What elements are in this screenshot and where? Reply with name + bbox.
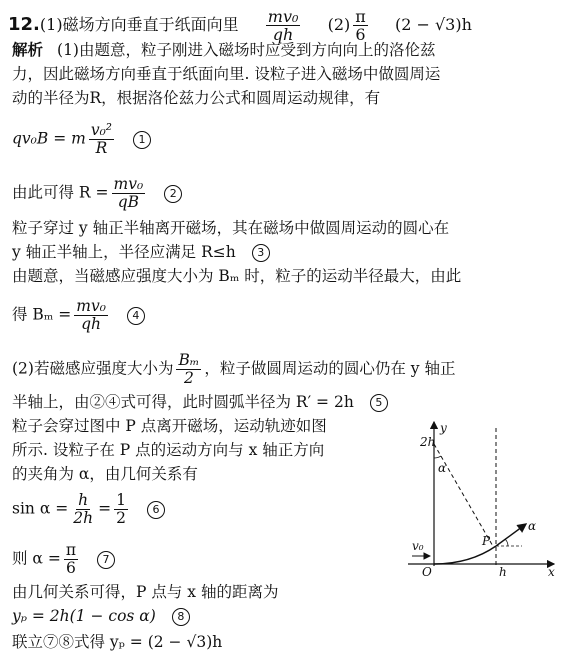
analysis-text-17: 由几何关系可得，P 点与 x 轴的距离为 (12, 583, 279, 601)
equation-2 (12, 176, 184, 211)
analysis-text-1: (1)由题意，粒子刚进入磁场时应受到方向向上的洛伦兹 (57, 41, 436, 59)
part1-fraction: $\frac{\text{mv₀}}{qh}$ (267, 7, 299, 44)
equation-4 (12, 298, 147, 333)
final-result: 联立⑦⑧式得 yₚ = (2 − √3)h (12, 633, 223, 651)
label-y: y (440, 421, 447, 435)
eq4-lhs: 得 Bₘ = (12, 305, 72, 324)
eq-mark-8: 8 (172, 608, 190, 626)
angle-arc-top (434, 456, 441, 458)
label-x: x (548, 565, 555, 578)
line-analysis (12, 40, 435, 60)
eq-mark-2: 2 (164, 185, 182, 203)
answer-header (8, 8, 472, 43)
trajectory-arc (434, 546, 496, 564)
label-alpha-top: α (438, 461, 447, 475)
part2-fraction: $\frac{\pi}{6}$ (355, 7, 366, 44)
analysis-heading: 解析 (12, 41, 44, 59)
analysis-text-13: 所示. 设粒子在 P 点的运动方向与 x 轴正方向 (12, 441, 325, 459)
velocity-arrow (496, 524, 526, 546)
eq2-lhs: 由此可得 R = (12, 183, 109, 202)
eq6-fraction-2: $\frac{1}{2}$ (116, 491, 126, 527)
eq-mark-7: 7 (97, 551, 115, 569)
analysis-text-12: 粒子会穿过图中 P 点离开磁场，运动轨迹如图 (12, 417, 327, 435)
part2-label: (2) (327, 15, 351, 34)
eq-mark-6: 6 (147, 501, 165, 519)
eq-mark-3: 3 (252, 244, 270, 262)
eq1-fraction: $\frac{\text{v₀²}}{R}$ (90, 121, 113, 157)
eq-mark-5: 5 (370, 394, 388, 412)
radius-line (434, 444, 494, 548)
eq2-fraction: $\frac{\text{mv₀}}{qB}$ (113, 175, 144, 211)
angle-arc-p (505, 539, 508, 546)
analysis-text-8: 由题意，当磁感应强度大小为 Bₘ 时，粒子的运动半径最大，由此 (12, 267, 462, 285)
label-h: h (499, 565, 507, 578)
part2-bm-fraction: $\frac{\text{Bₘ}}{2}$ (178, 351, 200, 387)
eq1-lhs: qv₀B = m (12, 129, 86, 148)
label-p: P (482, 534, 491, 548)
label-o: O (422, 565, 432, 578)
analysis-text-6: 粒子穿过 y 轴正半轴离开磁场，其在磁场中做圆周运动的圆心在 (12, 219, 450, 237)
eq-mark-1: 1 (133, 131, 151, 149)
eq-mark-4: 4 (127, 307, 145, 325)
eq7-lhs: 则 α = (12, 549, 61, 568)
eq6-fraction-1: $\frac{h}{2h}$ (73, 491, 94, 527)
eq6-lhs: sin α = (12, 499, 69, 518)
equation-8: yₚ = 2h(1 − cos α) 8 (12, 606, 192, 626)
label-alpha-right: α (528, 519, 537, 533)
eq4-fraction: $\frac{\text{mv₀}}{qh}$ (76, 297, 106, 333)
label-2h: 2h (420, 435, 436, 449)
analysis-text-7: y 轴正半轴上，半径应满足 R≤h 3 (12, 242, 272, 262)
part1-label: (1) (39, 15, 63, 34)
analysis-text-14: 的夹角为 α，由几何关系有 (12, 465, 198, 483)
label-v0: v₀ (412, 539, 424, 553)
analysis-text-3: 动的半径为R，根据洛伦兹力公式和圆周运动规律，有 (12, 89, 381, 107)
part1-answer: 磁场方向垂直于纸面向里 (62, 15, 239, 34)
part2-line: (2)若磁感应强度大小为 $\frac{\text{Bₘ}}{2}$ ，粒子做圆周运动的圆心仍在 y 轴正 (12, 351, 456, 387)
equation-6: sin α = $\frac{h}{2h}$ = $\frac{1}{2}$ 6 (12, 492, 167, 527)
analysis-text-11: 半轴上，由②④式可得，此时圆弧半径为 R′ = 2h 5 (12, 392, 390, 412)
equation-7 (12, 542, 117, 577)
eq7-fraction: $\frac{\pi}{6}$ (65, 541, 76, 577)
equation-1 (12, 122, 153, 157)
question-number: 12. (8, 14, 40, 35)
trajectory-diagram (398, 418, 560, 578)
part3-answer: (2 − √3)h (394, 15, 472, 34)
analysis-text-2: 力，因此磁场方向垂直于纸面向里. 设粒子进入磁场中做圆周运 (12, 65, 441, 83)
